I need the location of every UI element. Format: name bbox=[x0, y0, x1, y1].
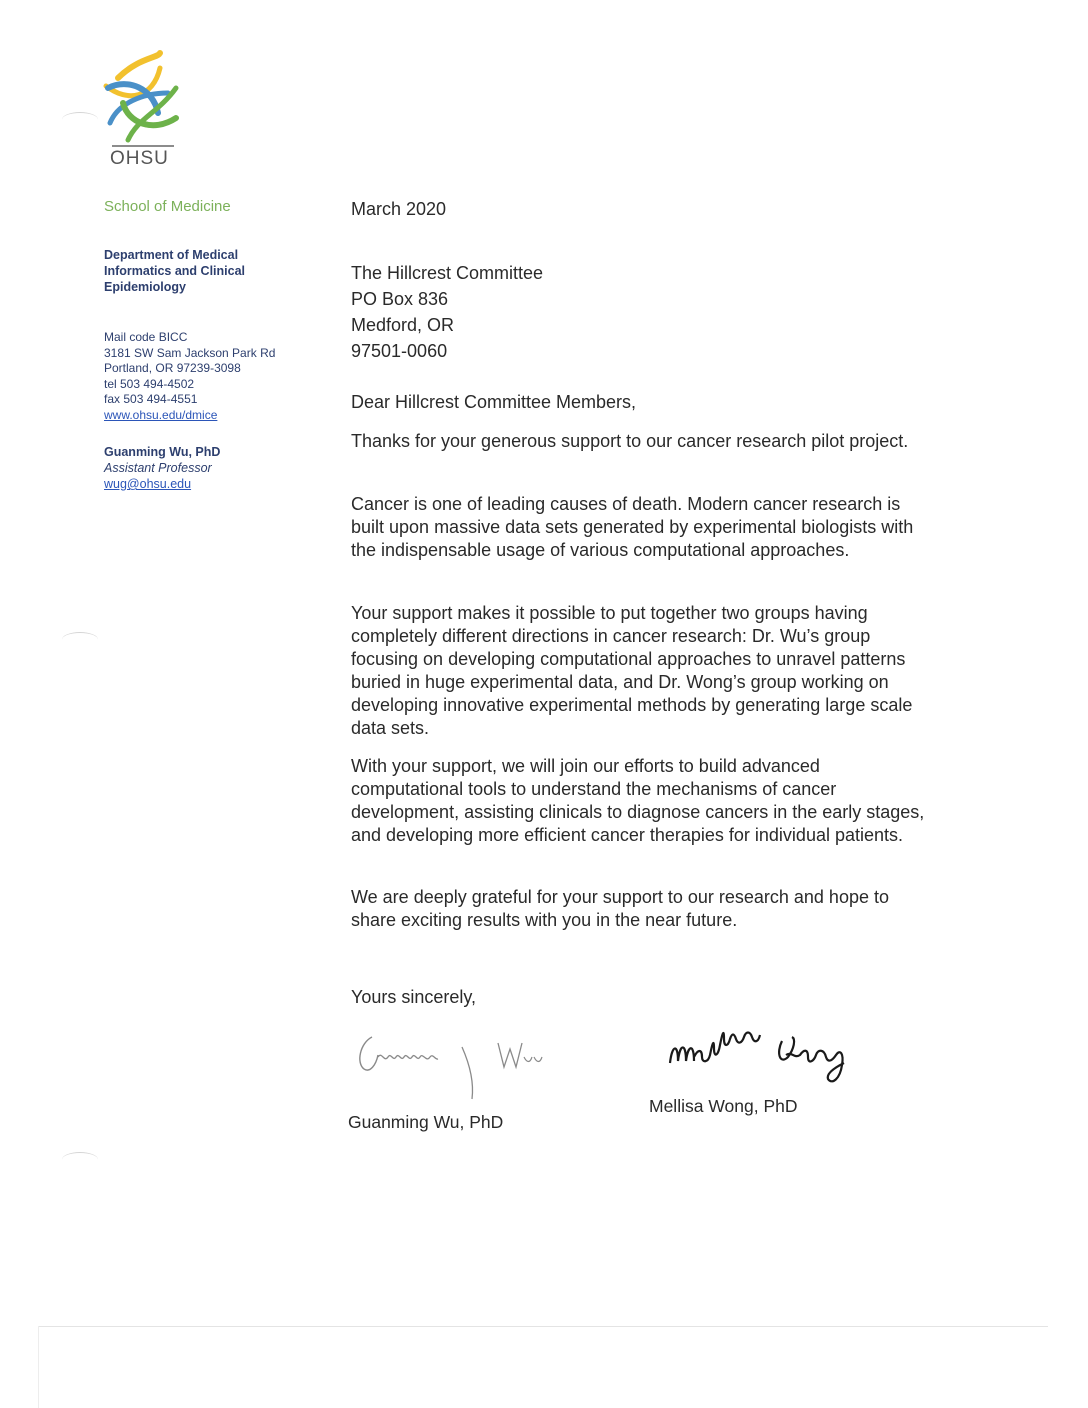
punch-hole-mark bbox=[62, 1152, 98, 1167]
paragraph: With your support, we will join our efforts to build advanced computational tools to understand the mechanisms of cancer development, assisting clinicals to diagnose cancers in the early stages, and developing more efficient cancer therapies for individual patients. bbox=[351, 756, 925, 845]
department-line: Informatics and Clinical bbox=[104, 264, 246, 278]
paragraph: Thanks for your generous support to our cancer research pilot project. bbox=[351, 431, 909, 451]
ohsu-logo bbox=[98, 48, 188, 173]
punch-hole-mark bbox=[62, 112, 98, 127]
street-address: 3181 SW Sam Jackson Park Rd bbox=[104, 345, 276, 360]
signature-wu bbox=[352, 1025, 552, 1105]
sender-block bbox=[104, 444, 220, 492]
paragraph: We are deeply grateful for your support to our research and hope to share exciting results with you in the near future. bbox=[351, 887, 889, 930]
school-name: School of Medicine bbox=[104, 198, 231, 215]
signatory-name-wu: Guanming Wu, PhD bbox=[348, 1112, 504, 1132]
signature-wong bbox=[664, 1025, 884, 1090]
sender-email-link[interactable]: wug@ohsu.edu bbox=[104, 477, 192, 491]
telephone: tel 503 494-4502 bbox=[104, 376, 195, 391]
fax: fax 503 494-4551 bbox=[104, 392, 198, 406]
recipient-line: 97501-0060 bbox=[351, 341, 448, 361]
scan-edge-line bbox=[38, 1326, 1048, 1327]
closing: Yours sincerely, bbox=[351, 987, 477, 1007]
department-name bbox=[104, 247, 245, 295]
recipient-line: Medford, OR bbox=[351, 315, 455, 335]
ohsu-helix-icon bbox=[98, 48, 188, 148]
recipient-address bbox=[351, 260, 543, 364]
recipient-line: PO Box 836 bbox=[351, 289, 449, 309]
signatory-name-wong: Mellisa Wong, PhD bbox=[649, 1096, 798, 1116]
website-link[interactable]: www.ohsu.edu/dmice bbox=[104, 407, 218, 422]
sender-name: Guanming Wu, PhD bbox=[104, 445, 221, 459]
paragraph: Your support makes it possible to put together two groups having completely different directions in cancer research: Dr. Wu’s group focusing on developing computational approaches to unravel patterns buried in huge experimental data, and Dr. Wong’s group working on developing innovative experimental methods by generating large scale data sets. bbox=[351, 603, 913, 738]
logo-text: OHSU bbox=[110, 148, 169, 169]
department-line: Epidemiology bbox=[104, 280, 186, 294]
sender-title: Assistant Professor bbox=[104, 461, 212, 475]
contact-block bbox=[104, 330, 275, 423]
greeting: Dear Hillcrest Committee Members, bbox=[351, 392, 637, 412]
city-address: Portland, OR 97239-3098 bbox=[104, 361, 241, 375]
mail-code: Mail code BICC bbox=[104, 330, 188, 344]
paragraph: Cancer is one of leading causes of death. Modern cancer research is built upon massive data sets generated by experimental biologists with the indispensable usage of various computational approaches. bbox=[351, 494, 914, 560]
scan-edge-line bbox=[38, 1326, 39, 1408]
recipient-line: The Hillcrest Committee bbox=[351, 263, 544, 283]
letter-date: March 2020 bbox=[351, 199, 447, 219]
punch-hole-mark bbox=[62, 632, 98, 647]
department-line: Department of Medical bbox=[104, 248, 239, 262]
